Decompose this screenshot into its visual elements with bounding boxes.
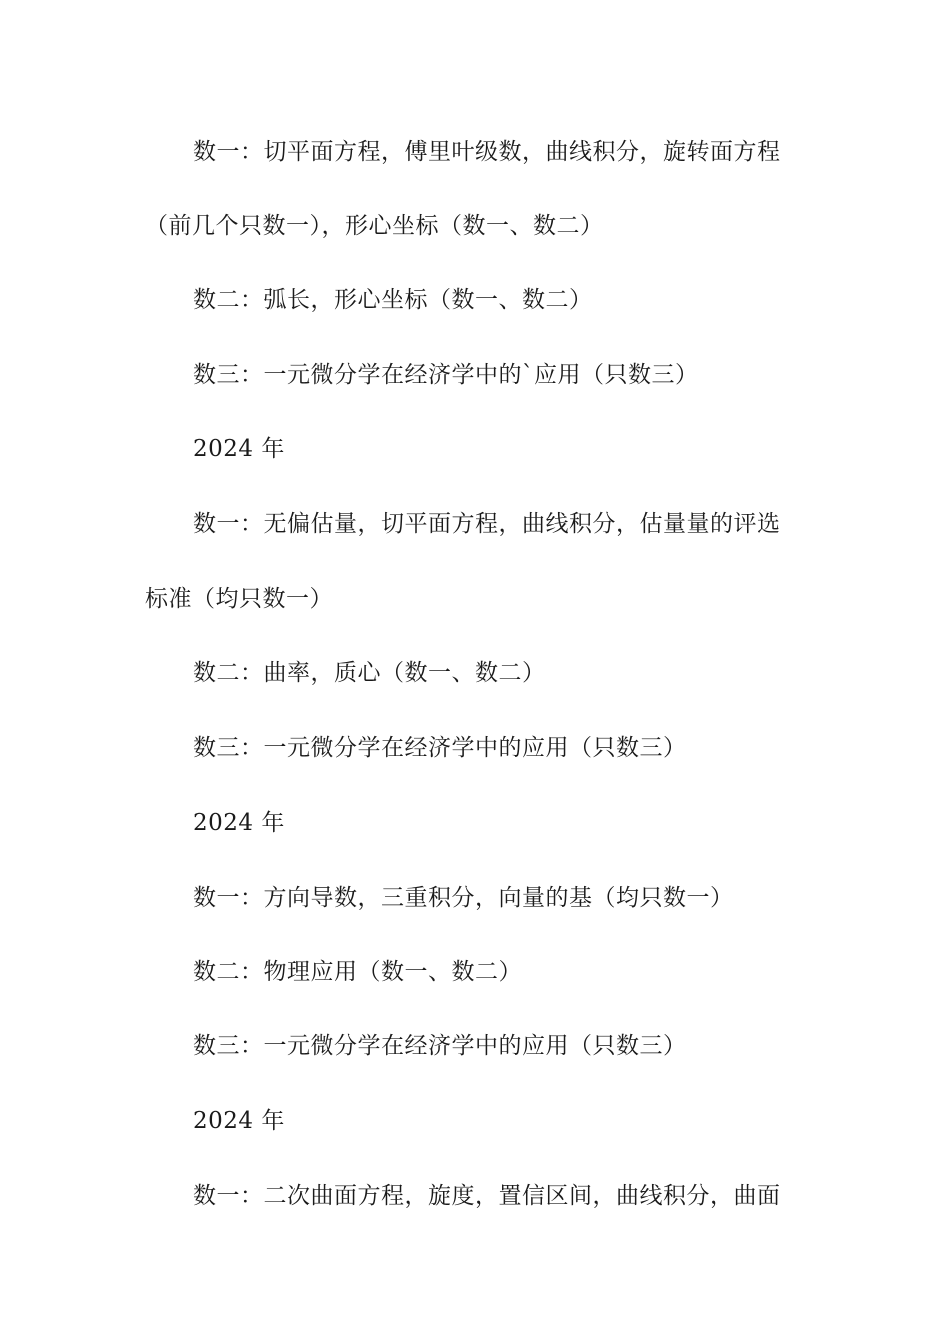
paragraph-line: 数一：无偏估量，切平面方程，曲线积分，估量量的评选 [193, 511, 781, 537]
paragraph-line: 标准（均只数一） [145, 586, 333, 612]
paragraph-line: 数一：二次曲面方程，旋度，置信区间，曲线积分，曲面 [193, 1183, 781, 1209]
year-heading: 2024 年 [193, 1108, 285, 1134]
paragraph-line: 数一：切平面方程，傅里叶级数，曲线积分，旋转面方程 [193, 139, 781, 165]
paragraph-line: 数三：一元微分学在经济学中的`应用（只数三） [193, 362, 699, 388]
year-heading: 2024 年 [193, 436, 285, 462]
paragraph-line: 数一：方向导数，三重积分，向量的基（均只数一） [193, 885, 734, 911]
paragraph-line: 数二：曲率，质心（数一、数二） [193, 660, 546, 686]
year-heading: 2024 年 [193, 810, 285, 836]
paragraph-line: 数二：物理应用（数一、数二） [193, 959, 522, 985]
paragraph-line: 数二：弧长，形心坐标（数一、数二） [193, 287, 593, 313]
paragraph-line: （前几个只数一），形心坐标（数一、数二） [145, 213, 604, 239]
paragraph-line: 数三：一元微分学在经济学中的应用（只数三） [193, 1033, 687, 1059]
paragraph-line: 数三：一元微分学在经济学中的应用（只数三） [193, 735, 687, 761]
